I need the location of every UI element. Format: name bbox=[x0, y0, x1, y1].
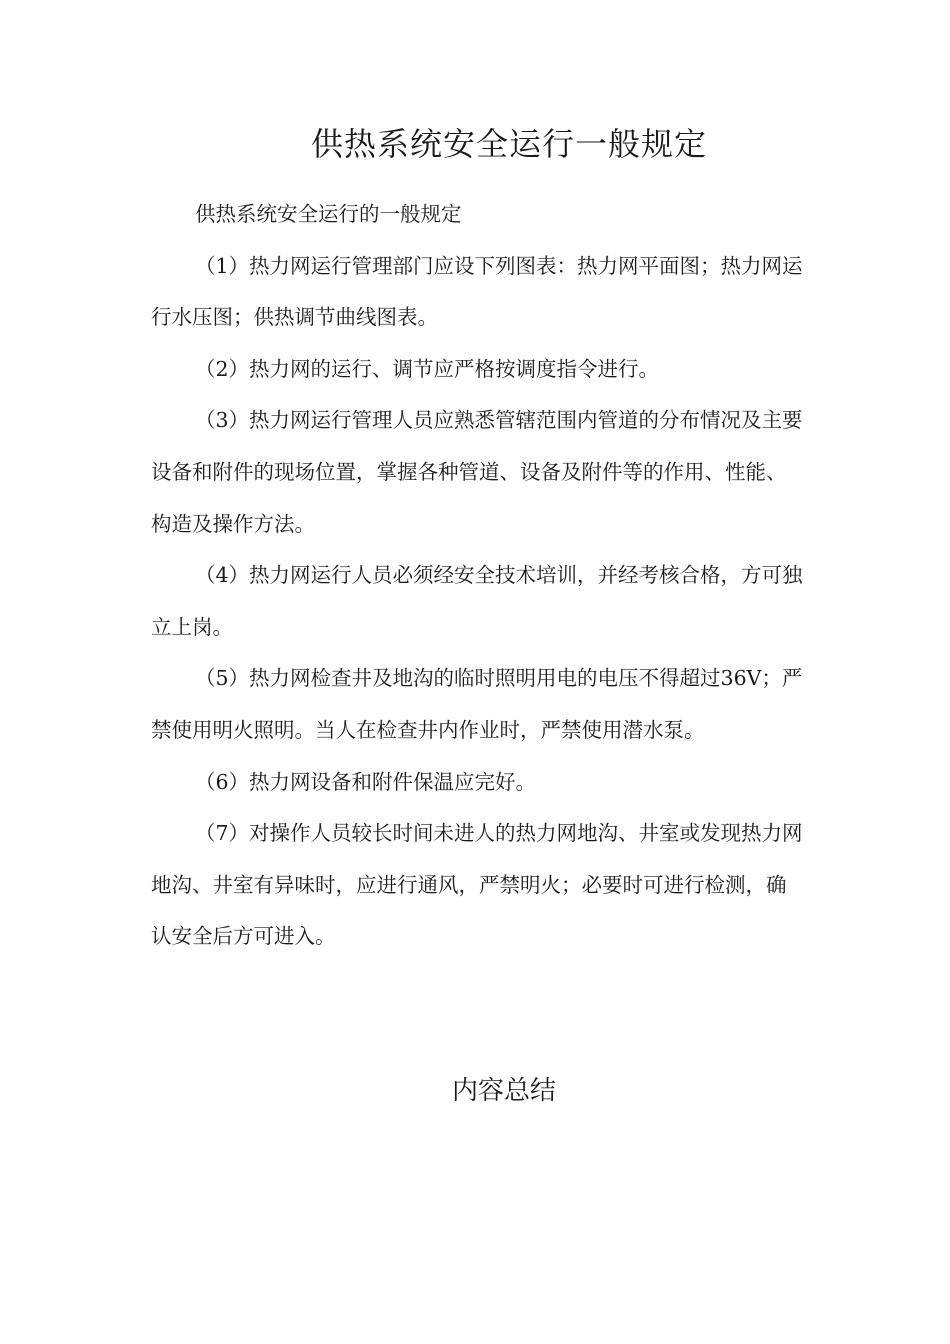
paragraph-intro: 供热系统安全运行的一般规定 bbox=[195, 202, 462, 226]
paragraph-item-2: （2）热力网的运行、调节应严格按调度指令进行。 bbox=[195, 356, 660, 381]
paragraph-item-3: （3）热力网运行管理人员应熟悉管辖范围内管道的分布情况及主要设备和附件的现场位置，掌握各种管道、设备及附件等的作用、性能、构造及操作方法。 bbox=[151, 408, 803, 536]
document-title: 供热系统安全运行一般规定 bbox=[310, 125, 707, 163]
paragraph-item-1: （1）热力网运行管理部门应设下列图表：热力网平面图；热力网运行水压图；供热调节曲线图表。 bbox=[151, 253, 803, 330]
paragraph-item-5: （5）热力网检查井及地沟的临时照明用电的电压不得超过36V；严禁使用明火照明。当人在检查井内作业时，严禁使用潜水泵。 bbox=[151, 666, 803, 742]
summary-heading: 内容总结 bbox=[451, 1076, 556, 1106]
document-body bbox=[151, 189, 806, 963]
paragraph-item-6: （6）热力网设备和附件保温应完好。 bbox=[195, 769, 537, 794]
paragraph-item-7: （7）对操作人员较长时间未进人的热力网地沟、井室或发现热力网地沟、井室有异味时，应进行通风，严禁明火；必要时可进行检测，确认安全后方可进入。 bbox=[151, 821, 803, 949]
paragraph-item-4: （4）热力网运行人员必须经安全技术培训，并经考核合格，方可独立上岗。 bbox=[151, 563, 803, 639]
